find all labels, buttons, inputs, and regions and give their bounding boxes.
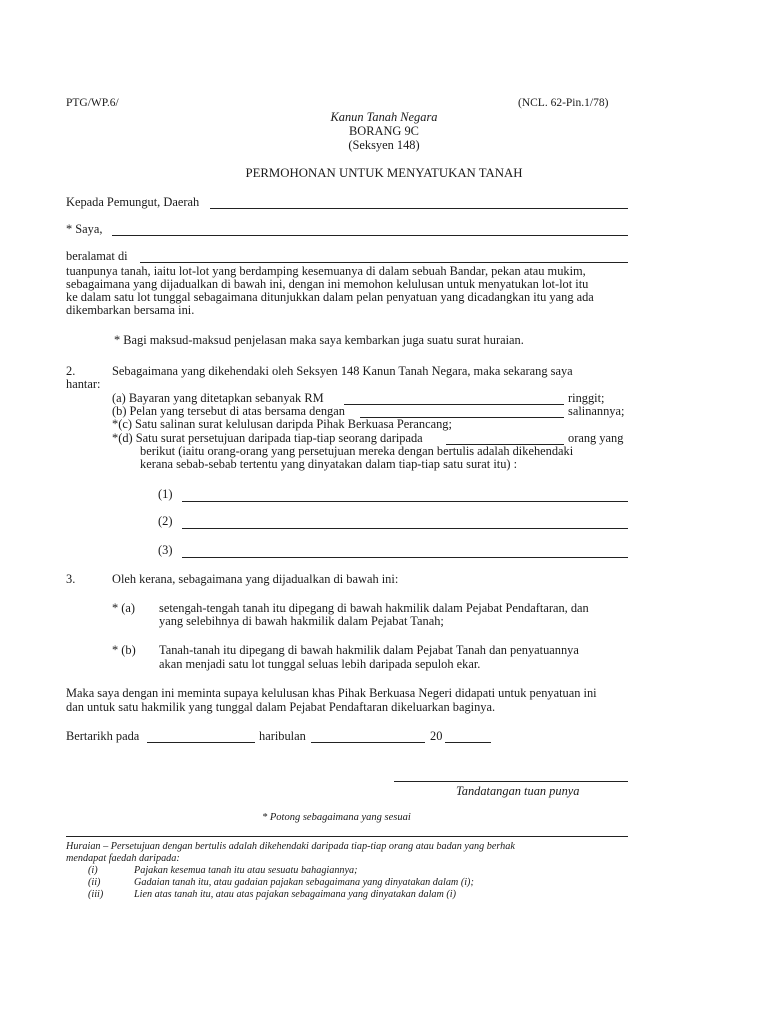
act-title: Kanun Tanah Negara (330, 110, 438, 124)
document-title: PERMOHONAN UNTUK MENYATUKAN TANAH (245, 166, 523, 180)
form-code-right: (NCL. 62-Pin.1/78) (518, 97, 609, 109)
footnote-item-3-text: Lien atas tanah itu, atau atas pajakan sebagaimana yang dinyatakan dalam (i) (134, 889, 457, 900)
address-label: beralamat di (66, 249, 128, 263)
section3-b-line-1: Tanah-tanah itu dipegang di bawah hakmilik dalam Pejabat Tanah dan penyatuannya (159, 643, 579, 657)
footnote-item-3-number: (iii) (88, 889, 104, 900)
to-collector-label: Kepada Pemungut, Daerah (66, 195, 200, 209)
section3-b-line-2: akan menjadi satu lot tunggal seluas lebih daripada sepuloh ekar. (159, 657, 481, 671)
footnote-item-2-number: (ii) (88, 877, 101, 888)
section3-a-line-1: setengah-tengah tanah itu dipegang di bawah hakmilik dalam Pejabat Pendaftaran, dan (159, 601, 589, 615)
item-a-label: (a) Bayaran yang ditetapkan sebanyak RM (112, 391, 324, 405)
section-ref: (Seksyen 148) (348, 138, 420, 152)
strike-note: * Potong sebagaimana yang sesuai (262, 812, 411, 823)
district-blank[interactable] (210, 208, 628, 209)
footnote-item-1-number: (i) (88, 865, 98, 876)
item-d-line-3: kerana sebab-sebab tertentu yang dinyatakan dalam tiap-tiap satu surat itu) : (140, 457, 518, 471)
dated-label: Bertarikh pada (66, 729, 140, 743)
closing-line-2: dan untuk satu hakmilik yang tunggal dalam Pejabat Pendaftaran dikeluarkan baginya. (66, 700, 496, 714)
section3-number: 3. (66, 572, 76, 586)
explanation-note: * Bagi maksud-maksud penjelasan maka saya kembarkan juga suatu surat huraian. (114, 333, 524, 347)
footnote-divider (66, 836, 628, 837)
consent-list-1-blank[interactable] (182, 501, 628, 502)
name-blank[interactable] (112, 235, 628, 236)
payment-amount-blank[interactable] (344, 404, 564, 405)
section3-intro: Oleh kerana, sebagaimana yang dijadualkan di bawah ini: (112, 572, 399, 586)
form-number: BORANG 9C (349, 124, 419, 138)
day-label: haribulan (259, 729, 306, 743)
form-code-left: PTG/WP.6/ (66, 97, 119, 109)
footnote-item-2-text: Gadaian tanah itu, atau gadaian pajakan sebagaimana yang dinyatakan dalam (i); (134, 877, 474, 888)
item-d-line-2: berikut (iaitu orang-orang yang persetujuan mereka dengan bertulis adalah dikehendaki (140, 444, 574, 458)
para1-line-2: sebagaimana yang dijadualkan di bawah ini, dengan ini memohon kelulusan untuk menyatukan lot-lot itu (66, 277, 589, 291)
section2-number: 2. (66, 364, 76, 378)
date-day-blank[interactable] (147, 742, 255, 743)
footnote-line-1: Huraian – Persetujuan dengan bertulis adalah dikehendaki daripada tiap-tiap orang atau badan yang berhak (66, 841, 515, 852)
date-month-blank[interactable] (311, 742, 425, 743)
section3-b-label: * (b) (112, 643, 136, 657)
item-d-label: *(d) Satu surat persetujuan daripada tiap-tiap seorang daripada (112, 431, 423, 445)
address-blank[interactable] (140, 262, 628, 263)
item-b-label: (b) Pelan yang tersebut di atas bersama dengan (112, 404, 345, 418)
section2-line-1: Sebagaimana yang dikehendaki oleh Seksyen 148 Kanun Tanah Negara, maka sekarang saya (112, 364, 573, 378)
consent-list-3-blank[interactable] (182, 557, 628, 558)
item-b-suffix: salinannya; (568, 404, 625, 418)
section3-a-line-2: yang selebihnya di bawah hakmilik dalam Pejabat Tanah; (159, 614, 444, 628)
footnote-line-2: mendapat faedah daripada: (66, 853, 180, 864)
signature-label: Tandatangan tuan punya (456, 784, 580, 798)
item-d-suffix: orang yang (568, 431, 624, 445)
section2-line-2: hantar: (66, 377, 101, 391)
name-label: * Saya, (66, 222, 103, 236)
item-c-text: *(c) Satu salinan surat kelulusan daripda Pihak Berkuasa Perancang; (112, 417, 452, 431)
consent-list-1-label: (1) (158, 487, 173, 501)
consent-list-2-label: (2) (158, 514, 173, 528)
section3-a-label: * (a) (112, 601, 136, 615)
consent-list-3-label: (3) (158, 543, 173, 557)
para1-line-3: ke dalam satu lot tunggal sebagaimana ditunjukkan dalam pelan penyatuan yang dicadangkan itu yang ada (66, 290, 594, 304)
para1-line-1: tuanpunya tanah, iaitu lot-lot yang berdamping kesemuanya di dalam sebuah Bandar, pekan atau mukim, (66, 264, 586, 278)
consent-list-2-blank[interactable] (182, 528, 628, 529)
date-year-blank[interactable] (445, 742, 491, 743)
item-a-suffix: ringgit; (568, 391, 605, 405)
year-prefix: 20 (430, 729, 443, 743)
closing-line-1: Maka saya dengan ini meminta supaya kelulusan khas Pihak Berkuasa Negeri didapati untuk penyatuan ini (66, 686, 597, 700)
signature-line[interactable] (394, 781, 628, 782)
para1-line-4: dikembarkan bersama ini. (66, 303, 195, 317)
footnote-item-1-text: Pajakan kesemua tanah itu atau sesuatu bahagiannya; (134, 865, 358, 876)
